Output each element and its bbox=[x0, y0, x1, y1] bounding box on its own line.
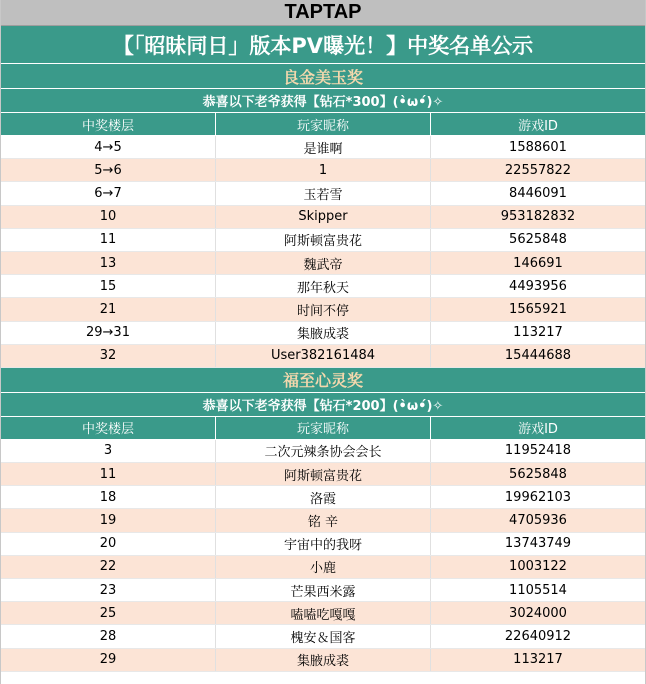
game-id-cell: 953182832 bbox=[500, 209, 576, 225]
nickname-cell: 时间不停 bbox=[216, 298, 431, 320]
column-header: 玩家昵称 bbox=[216, 113, 431, 135]
nickname-cell: 集腋成裘 bbox=[216, 322, 431, 344]
nickname-cell: 小鹿 bbox=[216, 556, 431, 578]
floor-cell: 11 bbox=[1, 463, 216, 485]
table-row bbox=[1, 602, 645, 625]
nickname-cell: 魏武帝 bbox=[216, 252, 431, 274]
page-title: TAPTAP bbox=[284, 1, 362, 23]
nickname-cell: 嗑嗑吃嘎嘎 bbox=[216, 602, 431, 624]
game-id-cell: 4705936 bbox=[509, 513, 567, 529]
column-header: 中奖楼层 bbox=[1, 417, 216, 439]
game-id-cell: 22640912 bbox=[504, 628, 572, 644]
floor-cell: 29 bbox=[1, 649, 216, 671]
floor-cell: 22 bbox=[1, 556, 216, 578]
game-id-cell: 11952418 bbox=[504, 443, 572, 459]
nickname-cell: 铭 辛 bbox=[216, 509, 431, 531]
game-id-cell: 113217 bbox=[513, 325, 563, 341]
table-row bbox=[1, 649, 645, 672]
nickname-cell: 阿斯顿富贵花 bbox=[216, 229, 431, 251]
game-id-cell: 19962103 bbox=[504, 489, 572, 505]
game-id-cell: 113217 bbox=[513, 652, 563, 668]
reward-text: 恭喜以下老爷获得【钻石*200】(•̀ω•́)✧ bbox=[202, 398, 444, 414]
floor-cell: 21 bbox=[1, 298, 216, 320]
column-header: 中奖楼层 bbox=[1, 113, 216, 135]
table-row bbox=[1, 556, 645, 579]
nickname-cell: Skipper bbox=[216, 206, 431, 228]
game-id-cell: 4493956 bbox=[509, 278, 567, 294]
game-id-cell: 13743749 bbox=[504, 536, 572, 552]
nickname-cell: 玉若雪 bbox=[216, 182, 431, 204]
nickname-cell: 二次元辣条协会会长 bbox=[216, 440, 431, 462]
floor-cell: 5→6 bbox=[1, 159, 216, 181]
table-row bbox=[1, 252, 645, 275]
award-title: 良金美玉奖 bbox=[282, 67, 363, 87]
table-row bbox=[1, 136, 645, 159]
game-id-cell: 3024000 bbox=[509, 605, 567, 621]
nickname-cell: 宇宙中的我呀 bbox=[216, 533, 431, 555]
table-row bbox=[1, 440, 645, 463]
game-id-cell: 8446091 bbox=[509, 185, 567, 201]
nickname-cell: 是谁啊 bbox=[216, 136, 431, 158]
award-section bbox=[1, 64, 645, 368]
award-title: 福至心灵奖 bbox=[282, 371, 363, 391]
table-row bbox=[1, 345, 645, 368]
game-id-cell: 1105514 bbox=[509, 582, 567, 598]
floor-cell: 3 bbox=[1, 440, 216, 462]
floor-cell: 28 bbox=[1, 625, 216, 647]
table-row bbox=[1, 298, 645, 321]
award-title-row bbox=[1, 64, 645, 89]
game-id-cell: 5625848 bbox=[509, 466, 567, 482]
nickname-cell: 集腋成裘 bbox=[216, 649, 431, 671]
table-row bbox=[1, 206, 645, 229]
table-header-row bbox=[1, 417, 645, 440]
floor-cell: 19 bbox=[1, 509, 216, 531]
event-banner: 【「昭昧同日」版本PV曝光！】中奖名单公示 bbox=[112, 33, 534, 58]
floor-cell: 23 bbox=[1, 579, 216, 601]
nickname-cell: 阿斯顿富贵花 bbox=[216, 463, 431, 485]
floor-cell: 4→5 bbox=[1, 136, 216, 158]
award-section bbox=[1, 368, 645, 672]
floor-cell: 10 bbox=[1, 206, 216, 228]
title-row bbox=[1, 0, 645, 26]
table-row bbox=[1, 579, 645, 602]
floor-cell: 32 bbox=[1, 345, 216, 367]
column-header: 玩家昵称 bbox=[216, 417, 431, 439]
game-id-cell: 1588601 bbox=[509, 139, 567, 155]
game-id-cell: 146691 bbox=[513, 255, 563, 271]
floor-cell: 11 bbox=[1, 229, 216, 251]
table-row bbox=[1, 486, 645, 509]
game-id-cell: 22557822 bbox=[504, 162, 572, 178]
reward-row bbox=[1, 393, 645, 417]
table-row bbox=[1, 229, 645, 252]
column-header: 游戏ID bbox=[518, 118, 558, 134]
floor-cell: 20 bbox=[1, 533, 216, 555]
table-row bbox=[1, 463, 645, 486]
award-title-row bbox=[1, 368, 645, 393]
floor-cell: 25 bbox=[1, 602, 216, 624]
banner-row bbox=[1, 26, 645, 64]
table-row bbox=[1, 625, 645, 648]
table-row bbox=[1, 159, 645, 182]
floor-cell: 13 bbox=[1, 252, 216, 274]
nickname-cell: 那年秋天 bbox=[216, 275, 431, 297]
table-row bbox=[1, 533, 645, 556]
nickname-cell: 芒果西米露 bbox=[216, 579, 431, 601]
nickname-cell: 槐安＆国客 bbox=[216, 625, 431, 647]
game-id-cell: 5625848 bbox=[509, 232, 567, 248]
table-row bbox=[1, 275, 645, 298]
column-header: 游戏ID bbox=[518, 422, 558, 438]
nickname-cell: User382161484 bbox=[216, 345, 431, 367]
award-sections bbox=[1, 64, 645, 672]
game-id-cell: 1565921 bbox=[509, 301, 567, 317]
game-id-cell: 1003122 bbox=[509, 559, 567, 575]
game-id-cell: 15444688 bbox=[504, 348, 572, 364]
floor-cell: 29→31 bbox=[1, 322, 216, 344]
nickname-cell: 洛霞 bbox=[216, 486, 431, 508]
table-row bbox=[1, 322, 645, 345]
table-row bbox=[1, 182, 645, 205]
floor-cell: 6→7 bbox=[1, 182, 216, 204]
floor-cell: 18 bbox=[1, 486, 216, 508]
reward-row bbox=[1, 89, 645, 113]
reward-text: 恭喜以下老爷获得【钻石*300】(•̀ω•́)✧ bbox=[202, 95, 444, 110]
floor-cell: 15 bbox=[1, 275, 216, 297]
table-header-row bbox=[1, 113, 645, 136]
nickname-cell: 1 bbox=[216, 159, 431, 181]
table-row bbox=[1, 509, 645, 532]
